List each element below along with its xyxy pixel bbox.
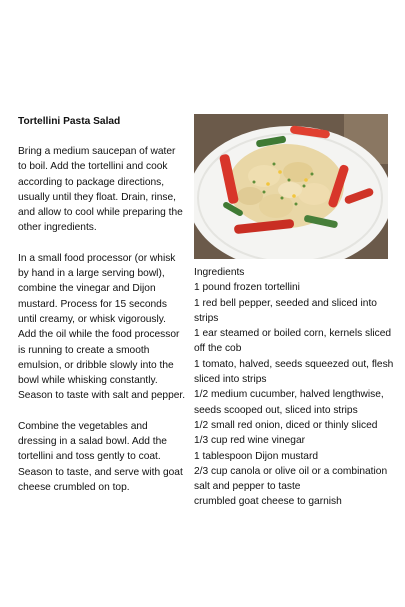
- ingredient-item: 1/2 medium cucumber, halved lengthwise, seeds scooped out, sliced into strips: [194, 389, 384, 416]
- ingredients-list: [194, 280, 394, 509]
- ingredients-column: [194, 265, 394, 510]
- ingredient-item: 1 pound frozen tortellini: [194, 282, 300, 294]
- pasta-salad-plate-icon: [194, 114, 388, 259]
- ingredient-item: 2/3 cup canola or olive oil or a combination: [194, 465, 388, 477]
- instruction-step-1: Bring a medium saucepan of water to boil. Add the tortellini and cook according to package directions, usually until they float. Drain, rinse, and allow to cool while preparing the other ingredients.: [18, 146, 183, 234]
- ingredient-item: 1 red bell pepper, seeded and sliced into strips: [194, 297, 377, 324]
- instruction-step-3: Combine the vegetables and dressing in a salad bowl. Add the tortellini and toss gently to coat. Season to taste, and serve with goat cheese crumbled on top.: [18, 420, 183, 493]
- instruction-step-2: In a small food processor (or whisk by hand in a large serving bowl), combine the vinegar and Dijon mustard. Process for 15 seconds until creamy, or whisk vigorously. Add the oil while the food processor is running to create a smooth emulsion, or dribble slowly into the bowl while whisking constantly. Season to taste with salt and pepper.: [18, 252, 186, 402]
- ingredient-item: 1 tablespoon Dijon mustard: [194, 450, 319, 462]
- ingredients-heading: Ingredients: [194, 267, 245, 278]
- instructions-column: [18, 114, 186, 510]
- ingredient-item: 1 tomato, halved, seeds squeezed out, flesh sliced into strips: [194, 358, 394, 386]
- pasta-salad-photo: [194, 114, 388, 259]
- recipe-title: Tortellini Pasta Salad: [18, 116, 121, 127]
- ingredient-item: 1/2 small red onion, diced or thinly sliced: [194, 419, 378, 431]
- ingredient-item: salt and pepper to taste: [194, 481, 301, 493]
- ingredient-item: 1/3 cup red wine vinegar: [194, 435, 305, 447]
- ingredient-item: crumbled goat cheese to garnish: [194, 496, 342, 508]
- ingredient-item: 1 ear steamed or boiled corn, kernels sliced off the cob: [194, 328, 392, 355]
